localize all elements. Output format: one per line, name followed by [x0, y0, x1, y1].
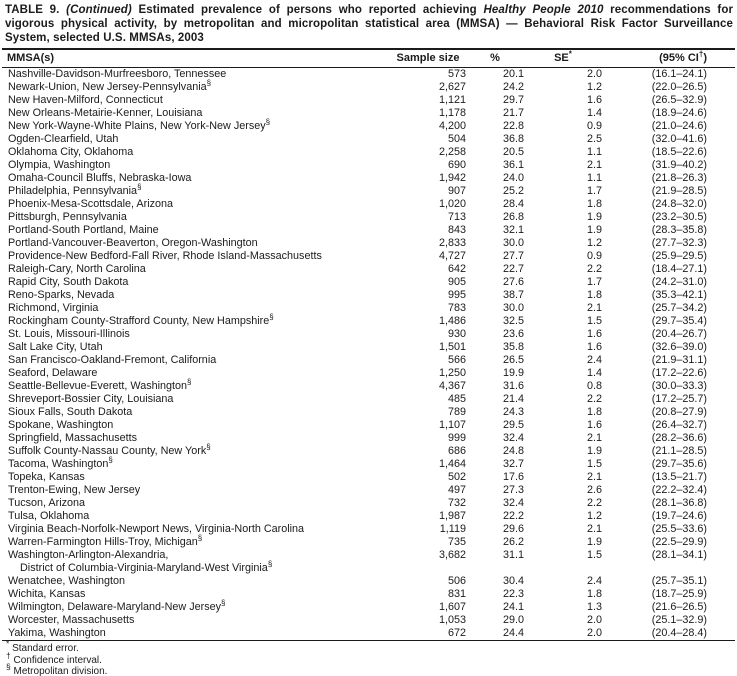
percent-cell: 30.4: [502, 575, 524, 587]
table-row: [2, 211, 735, 224]
percent-cell: 23.6: [502, 328, 524, 340]
mmsa-name-cell: Spokane, Washington: [8, 419, 114, 431]
se-cell: 2.6: [586, 484, 602, 496]
table-row: [2, 263, 735, 276]
se-label: SE: [554, 52, 569, 64]
column-header-se: [524, 49, 602, 68]
mmsa-name-cell: Olympia, Washington: [8, 159, 111, 171]
mmsa-name-cell: Raleigh-Cary, North Carolina: [8, 263, 146, 275]
se-cell: 1.6: [586, 94, 602, 106]
se-cell: 2.2: [586, 393, 602, 405]
se-cell: 1.8: [586, 289, 602, 301]
table-row: [2, 94, 735, 107]
table-title: [2, 3, 735, 45]
ci-cell: (16.1–24.1): [651, 68, 707, 80]
mmsa-name-cell: Worcester, Massachusetts: [8, 614, 135, 626]
mmsa-name-cell: Philadelphia, Pennsylvania§: [8, 182, 142, 197]
percent-cell: 31.6: [502, 380, 524, 392]
percent-cell: 27.3: [502, 484, 524, 496]
ci-cell: (32.6–39.0): [651, 341, 707, 353]
footnote-metropolitan-division: [6, 661, 735, 676]
mmsa-name-cell: Springfield, Massachusetts: [8, 432, 138, 444]
sample-size-cell: 789: [447, 406, 466, 418]
sample-size-cell: 1,178: [438, 107, 466, 119]
mmsa-name-cell: Seaford, Delaware: [8, 367, 98, 379]
ci-cell: (24.2–31.0): [651, 276, 707, 288]
sample-size-cell: 905: [447, 276, 466, 288]
mmsa-name-cell: Sioux Falls, South Dakota: [8, 406, 133, 418]
se-cell: 2.0: [586, 68, 602, 80]
mmsa-name-cell: Phoenix-Mesa-Scottsdale, Arizona: [8, 198, 174, 210]
mmsa-name-cell: Tulsa, Oklahoma: [8, 510, 90, 522]
se-cell: 2.1: [586, 523, 602, 535]
metropolitan-division-marker: §: [137, 182, 142, 192]
mmsa-name-cell: New Haven-Milford, Connecticut: [8, 94, 163, 106]
table-row: [2, 302, 735, 315]
se-cell: 1.7: [586, 276, 602, 288]
table-row: [2, 393, 735, 406]
ci-cell: (18.7–25.9): [651, 588, 707, 600]
percent-cell: 24.3: [502, 406, 524, 418]
ci-cell: (28.3–35.8): [651, 224, 707, 236]
footnote-text: Metropolitan division.: [13, 666, 108, 676]
table-row: [2, 172, 735, 185]
ci-cell: (30.0–33.3): [651, 380, 707, 392]
sample-size-cell: 831: [447, 588, 466, 600]
mmsa-name-cell: San Francisco-Oakland-Fremont, California: [8, 354, 217, 366]
se-cell: 1.6: [586, 419, 602, 431]
ci-cell: (21.0–24.6): [651, 120, 707, 132]
percent-cell: 32.5: [502, 315, 524, 327]
sample-size-cell: 713: [447, 211, 466, 223]
sample-size-cell: 497: [447, 484, 466, 496]
table-title-text-b: recommendations for vigorous physical activity, by metropolitan and micropolitan statistical area (MMSA) — Behavioral Risk Factor Surveillance System, selected U.S. MMSAs, 2003: [5, 4, 734, 44]
ci-cell: (24.8–32.0): [651, 198, 707, 210]
ci-cell: (31.9–40.2): [651, 159, 707, 171]
table-title-label: TABLE 9.: [5, 4, 60, 16]
table-header: [2, 49, 735, 68]
se-cell: 1.9: [586, 536, 602, 548]
table-row: [2, 81, 735, 94]
se-cell: 1.1: [586, 146, 602, 158]
sample-size-cell: 732: [447, 497, 466, 509]
percent-cell: 27.6: [502, 276, 524, 288]
se-cell: 2.1: [586, 471, 602, 483]
mmsa-table: [2, 48, 735, 641]
ci-cell: (21.8–26.3): [651, 172, 707, 184]
percent-cell: 32.1: [502, 224, 524, 236]
percent-cell: 20.1: [502, 68, 524, 80]
mmsa-name-cell: Richmond, Virginia: [8, 302, 99, 314]
sample-size-cell: 1,464: [438, 458, 466, 470]
ci-cell: (21.9–28.5): [651, 185, 707, 197]
sample-size-cell: 735: [447, 536, 466, 548]
table-row: [2, 328, 735, 341]
percent-cell: 24.1: [502, 601, 524, 613]
mmsa-name-cell: Nashville-Davidson-Murfreesboro, Tennessee: [8, 68, 227, 80]
ci-cell: (22.5–29.9): [651, 536, 707, 548]
metropolitan-division-marker: §: [221, 598, 226, 608]
sample-size-cell: 4,367: [438, 380, 466, 392]
percent-cell: 30.0: [502, 302, 524, 314]
se-cell: 1.5: [586, 458, 602, 470]
se-cell: 0.9: [586, 120, 602, 132]
sample-size-cell: 672: [447, 627, 466, 639]
table-row: [2, 419, 735, 432]
se-cell: 2.4: [586, 354, 602, 366]
mmsa-name-cell: Omaha-Council Bluffs, Nebraska-Iowa: [8, 172, 192, 184]
table-row: [2, 523, 735, 536]
mmsa-name-cell: Shreveport-Bossier City, Louisiana: [8, 393, 174, 405]
table-row: [2, 315, 735, 328]
se-cell: 2.1: [586, 432, 602, 444]
se-cell: 1.2: [586, 81, 602, 93]
percent-cell: 22.2: [502, 510, 524, 522]
ci-cell: (20.8–27.9): [651, 406, 707, 418]
footnote-marker: *: [6, 638, 10, 649]
se-footnote-marker: *: [568, 49, 572, 59]
table-row: [2, 380, 735, 393]
percent-cell: 31.1: [502, 549, 524, 561]
sample-size-cell: 566: [447, 354, 466, 366]
table-row: [2, 588, 735, 601]
metropolitan-division-marker: §: [265, 117, 271, 127]
ci-cell: (25.9–29.5): [651, 250, 707, 262]
table-row: [2, 133, 735, 146]
ci-cell: (28.1–34.1): [651, 549, 707, 561]
ci-cell: (13.5–21.7): [651, 471, 707, 483]
metropolitan-division-marker: §: [206, 78, 212, 88]
ci-cell: (22.0–26.5): [651, 81, 707, 93]
percent-cell: 20.5: [502, 146, 524, 158]
percent-cell: 19.9: [502, 367, 524, 379]
sample-size-cell: 686: [447, 445, 466, 457]
sample-size-cell: 1,607: [438, 601, 466, 613]
sample-size-cell: 907: [447, 185, 466, 197]
percent-cell: 24.8: [502, 445, 524, 457]
sample-size-cell: 930: [447, 328, 466, 340]
sample-size-cell: 4,727: [438, 250, 466, 262]
mmsa-name-cell: Portland-Vancouver-Beaverton, Oregon-Washington: [8, 237, 258, 249]
mmsa-name-cell: Washington-Arlington-Alexandria, District of Columbia-Virginia-Maryland-West Virginia§: [8, 549, 273, 574]
se-cell: 1.5: [586, 549, 602, 561]
sample-size-cell: 1,486: [438, 315, 466, 327]
ci-footnote-marker: †: [698, 49, 704, 59]
ci-cell: (29.7–35.6): [651, 458, 707, 470]
ci-cell: (25.5–33.6): [651, 523, 707, 535]
table-row: [2, 575, 735, 588]
percent-cell: 25.2: [502, 185, 524, 197]
column-header-percent: %: [466, 49, 524, 68]
table-row: [2, 159, 735, 172]
sample-size-cell: 485: [447, 393, 466, 405]
sample-size-cell: 642: [447, 263, 466, 275]
sample-size-cell: 843: [447, 224, 466, 236]
se-cell: 2.1: [586, 159, 602, 171]
mmsa-name-cell: Wenatchee, Washington: [8, 575, 126, 587]
se-cell: 1.4: [586, 107, 602, 119]
sample-size-cell: 506: [447, 575, 466, 587]
percent-cell: 24.2: [502, 81, 524, 93]
ci-cell: (17.2–22.6): [651, 367, 707, 379]
ci-cell: (29.7–35.4): [651, 315, 707, 327]
table-row: [2, 120, 735, 133]
mmsa-name-cell: Topeka, Kansas: [8, 471, 85, 483]
sample-size-cell: 1,053: [438, 614, 466, 626]
se-cell: 1.8: [586, 198, 602, 210]
column-header-ci: [602, 49, 735, 68]
percent-cell: 26.5: [502, 354, 524, 366]
mmsa-name-cell: Reno-Sparks, Nevada: [8, 289, 115, 301]
percent-cell: 24.4: [502, 627, 524, 639]
mmsa-table-body: [2, 68, 735, 641]
table-row: [2, 185, 735, 198]
sample-size-cell: 504: [447, 133, 466, 145]
sample-size-cell: 2,833: [438, 237, 466, 249]
ci-cell: (32.0–41.6): [651, 133, 707, 145]
se-cell: 0.8: [586, 380, 602, 392]
table-title-text-a: Estimated prevalence of persons who reported achieving: [138, 4, 477, 16]
mmsa-name-cell: New York-Wayne-White Plains, New York-New Jersey§: [8, 117, 271, 132]
mmsa-name-cell: Rockingham County-Strafford County, New Hampshire§: [8, 312, 274, 327]
percent-cell: 29.0: [502, 614, 524, 626]
ci-label: (95% CI: [659, 52, 699, 64]
ci-cell: (27.7–32.3): [651, 237, 707, 249]
ci-cell: (21.6–26.5): [651, 601, 707, 613]
table-row: [2, 341, 735, 354]
table-row: [2, 367, 735, 380]
mmsa-name-cell: Virginia Beach-Norfolk-Newport News, Virginia-North Carolina: [8, 523, 305, 535]
ci-cell: (18.9–24.6): [651, 107, 707, 119]
percent-cell: 22.8: [502, 120, 524, 132]
mmsa-name-cell: Newark-Union, New Jersey-Pennsylvania§: [8, 78, 212, 93]
mmsa-name-cell: Suffolk County-Nassau County, New York§: [8, 442, 211, 457]
column-header-sample-size: Sample size: [390, 49, 466, 68]
se-cell: 2.2: [586, 497, 602, 509]
table-row: [2, 536, 735, 549]
table-row: [2, 276, 735, 289]
percent-cell: 36.8: [502, 133, 524, 145]
se-cell: 2.5: [586, 133, 602, 145]
percent-cell: 38.7: [502, 289, 524, 301]
mmsa-name-cell: New Orleans-Metairie-Kenner, Louisiana: [8, 107, 203, 119]
se-cell: 1.4: [586, 367, 602, 379]
percent-cell: 26.8: [502, 211, 524, 223]
se-cell: 1.9: [586, 445, 602, 457]
mmsa-name-cell: Pittsburgh, Pennsylvania: [8, 211, 127, 223]
percent-cell: 26.2: [502, 536, 524, 548]
ci-cell: (25.7–34.2): [651, 302, 707, 314]
table-row: [2, 484, 735, 497]
se-cell: 1.8: [586, 406, 602, 418]
table-row: [2, 354, 735, 367]
mmsa-name-cell: Warren-Farmington Hills-Troy, Michigan§: [8, 533, 203, 548]
mmsa-name-cell: Yakima, Washington: [8, 627, 106, 639]
se-cell: 2.4: [586, 575, 602, 587]
metropolitan-division-marker: §: [187, 377, 192, 387]
ci-cell: (26.4–32.7): [651, 419, 707, 431]
metropolitan-division-marker: §: [197, 533, 203, 543]
se-cell: 1.2: [586, 237, 602, 249]
mmsa-name-cell: Trenton-Ewing, New Jersey: [8, 484, 141, 496]
ci-label-close: ): [703, 52, 707, 64]
table-row: [2, 146, 735, 159]
table-row: [2, 289, 735, 302]
percent-cell: 32.4: [502, 497, 524, 509]
sample-size-cell: 4,200: [438, 120, 466, 132]
se-cell: 2.0: [586, 627, 602, 639]
ci-cell: (28.1–36.8): [651, 497, 707, 509]
sample-size-cell: 1,501: [438, 341, 466, 353]
ci-cell: (21.9–31.1): [651, 354, 707, 366]
percent-cell: 29.6: [502, 523, 524, 535]
ci-cell: (22.2–32.4): [651, 484, 707, 496]
percent-cell: 21.4: [502, 393, 524, 405]
percent-cell: 29.5: [502, 419, 524, 431]
table-title-continued: (Continued): [66, 4, 132, 16]
se-cell: 1.1: [586, 172, 602, 184]
table-row: [2, 237, 735, 250]
ci-cell: (28.2–36.6): [651, 432, 707, 444]
ci-cell: (35.3–42.1): [651, 289, 707, 301]
percent-cell: 29.7: [502, 94, 524, 106]
table-row: [2, 458, 735, 471]
sample-size-cell: 999: [447, 432, 466, 444]
percent-cell: 21.7: [502, 107, 524, 119]
header-row: [2, 49, 735, 68]
percent-cell: 32.4: [502, 432, 524, 444]
se-cell: 1.2: [586, 510, 602, 522]
sample-size-cell: 2,258: [438, 146, 466, 158]
percent-cell: 32.7: [502, 458, 524, 470]
ci-cell: (23.2–30.5): [651, 211, 707, 223]
table-row: [2, 601, 735, 614]
table-row: [2, 510, 735, 523]
sample-size-cell: 1,020: [438, 198, 466, 210]
table-row: [2, 432, 735, 445]
mmsa-name-cell: Seattle-Bellevue-Everett, Washington§: [8, 377, 192, 392]
mmsa-name-cell: Tucson, Arizona: [8, 497, 86, 509]
se-cell: 2.2: [586, 263, 602, 275]
sample-size-cell: 995: [447, 289, 466, 301]
se-cell: 1.6: [586, 328, 602, 340]
mmsa-name-cell: Salt Lake City, Utah: [8, 341, 103, 353]
percent-cell: 36.1: [502, 159, 524, 171]
sample-size-cell: 1,942: [438, 172, 466, 184]
se-cell: 1.9: [586, 224, 602, 236]
ci-cell: (25.7–35.1): [651, 575, 707, 587]
table-row: [2, 107, 735, 120]
ci-cell: (18.4–27.1): [651, 263, 707, 275]
footnote-text: Confidence interval.: [13, 654, 102, 666]
percent-cell: 22.3: [502, 588, 524, 600]
ci-cell: (25.1–32.9): [651, 614, 707, 626]
table-row: [2, 549, 735, 575]
column-header-mmsa: MMSA(s): [2, 49, 390, 68]
metropolitan-division-marker: §: [267, 559, 273, 569]
percent-cell: 27.7: [502, 250, 524, 262]
table-row: [2, 406, 735, 419]
footnote-confidence-interval: [6, 650, 735, 667]
table-title-italic-term: Healthy People 2010: [483, 4, 604, 16]
mmsa-name-cell: St. Louis, Missouri-Illinois: [8, 328, 130, 340]
ci-cell: (21.1–28.5): [651, 445, 707, 457]
percent-cell: 30.0: [502, 237, 524, 249]
percent-cell: 17.6: [502, 471, 524, 483]
sample-size-cell: 1,987: [438, 510, 466, 522]
table-row: [2, 471, 735, 484]
se-cell: 0.9: [586, 250, 602, 262]
se-cell: 1.8: [586, 588, 602, 600]
table-row: [2, 614, 735, 627]
ci-cell: (17.2–25.7): [651, 393, 707, 405]
mmsa-name-cell: Wichita, Kansas: [8, 588, 86, 600]
ci-cell: (18.5–22.6): [651, 146, 707, 158]
ci-cell: (26.5–32.9): [651, 94, 707, 106]
ci-cell: (20.4–28.4): [651, 627, 707, 639]
sample-size-cell: 690: [447, 159, 466, 171]
sample-size-cell: 1,107: [438, 419, 466, 431]
mmsa-name-cell: Rapid City, South Dakota: [8, 276, 129, 288]
mmsa-name-cell: Providence-New Bedford-Fall River, Rhode Island-Massachusetts: [8, 250, 322, 262]
percent-cell: 22.7: [502, 263, 524, 275]
mmsa-name-cell: Tacoma, Washington§: [8, 455, 113, 470]
table-row: [2, 224, 735, 237]
sample-size-cell: 502: [447, 471, 466, 483]
sample-size-cell: 1,121: [438, 94, 466, 106]
sample-size-cell: 1,119: [439, 523, 466, 535]
footnotes: [2, 638, 735, 676]
percent-cell: 35.8: [502, 341, 524, 353]
se-cell: 1.5: [586, 315, 602, 327]
table-row: [2, 497, 735, 510]
se-cell: 2.1: [586, 302, 602, 314]
se-cell: 1.9: [586, 211, 602, 223]
percent-cell: 28.4: [502, 198, 524, 210]
metropolitan-division-marker: §: [108, 455, 113, 465]
se-cell: 1.3: [586, 601, 602, 613]
mmsa-name-cell: Wilmington, Delaware-Maryland-New Jersey§: [8, 598, 226, 613]
percent-cell: 24.0: [502, 172, 524, 184]
metropolitan-division-marker: §: [206, 442, 211, 452]
se-cell: 2.0: [586, 614, 602, 626]
se-cell: 1.7: [586, 185, 602, 197]
metropolitan-division-marker: §: [269, 312, 274, 322]
sample-size-cell: 1,250: [438, 367, 466, 379]
se-cell: 1.6: [586, 341, 602, 353]
ci-cell: (19.7–24.6): [651, 510, 707, 522]
sample-size-cell: 2,627: [438, 81, 466, 93]
mmsa-name-cell: Ogden-Clearfield, Utah: [8, 133, 119, 145]
sample-size-cell: 573: [447, 68, 466, 80]
footnote-text: Standard error.: [12, 643, 79, 654]
footnote-marker: §: [6, 661, 11, 672]
sample-size-cell: 783: [447, 302, 466, 314]
mmsa-name-cell: Oklahoma City, Oklahoma: [8, 146, 134, 158]
ci-cell: (20.4–26.7): [651, 328, 707, 340]
mmsa-name-cell: Portland-South Portland, Maine: [8, 224, 159, 236]
table-row: [2, 68, 735, 82]
table-row: [2, 198, 735, 211]
table-row: [2, 627, 735, 641]
table-row: [2, 250, 735, 263]
footnote-standard-error: [6, 638, 735, 655]
footnote-marker: †: [6, 650, 11, 661]
sample-size-cell: 3,682: [438, 549, 466, 561]
